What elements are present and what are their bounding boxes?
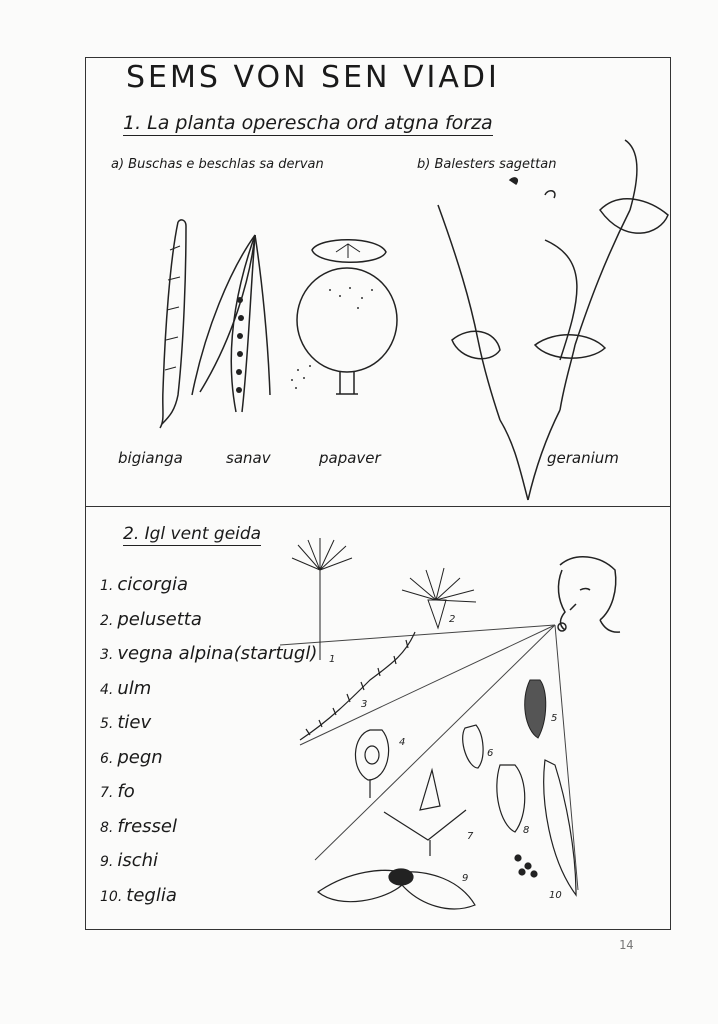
page-title: SEMS VON SEN VIADI (126, 60, 500, 95)
seed-6-drawing (463, 725, 483, 768)
list-item: 9. ischi (100, 850, 159, 871)
seed-10-drawing (544, 760, 576, 895)
blowing-face-drawing (558, 557, 620, 632)
seed-3-drawing (300, 632, 415, 740)
caption-papaver: papaver (319, 449, 381, 467)
section1-subheading-b: b) Balesters sagettan (417, 157, 557, 172)
caption-bigianga: bigianga (118, 449, 183, 467)
list-item: 2. pelusetta (100, 608, 202, 630)
page-number: 14 (619, 938, 634, 952)
figure-number-labels (329, 614, 562, 901)
figure-label-1: 1 (329, 654, 336, 665)
seed-2-drawing (402, 568, 476, 628)
section1-subheading-a: a) Buschas e beschlas sa dervan (111, 157, 324, 172)
figure-label-8: 8 (523, 825, 530, 836)
figure-label-2: 2 (449, 614, 456, 625)
seed-9-drawing (318, 869, 475, 909)
section1-heading: 1. La planta operescha ord atgna forza (123, 112, 493, 134)
caption-geranium: geranium (547, 449, 619, 467)
figure-label-4: 4 (399, 737, 406, 748)
list-item: 4. ulm (100, 677, 152, 699)
list-item: 8. fressel (100, 815, 178, 837)
section2-heading: 2. Igl vent geida (123, 524, 262, 544)
figure-label-10: 10 (549, 890, 562, 901)
seed-5-drawing (525, 680, 546, 738)
figure-label-3: 3 (361, 699, 368, 710)
figure-label-7: 7 (467, 831, 474, 842)
caption-sanav: sanav (226, 449, 271, 467)
seed-8-drawing (497, 765, 537, 877)
seed-7-drawing (384, 770, 466, 856)
figure-label-5: 5 (551, 713, 558, 724)
figure-label-9: 9 (462, 873, 469, 884)
list-item: 10. teglia (100, 884, 177, 906)
list-item: 3. vegna alpina(startugl) (100, 643, 318, 664)
list-item: 6. pegn (100, 746, 163, 768)
wind-lines (280, 625, 578, 890)
list-item: 1. cicorgia (100, 574, 189, 595)
figure-label-6: 6 (487, 748, 494, 759)
seed-4-drawing (355, 730, 388, 798)
list-item: 7. fo (100, 781, 135, 802)
list-item: 5. tiev (100, 712, 152, 733)
